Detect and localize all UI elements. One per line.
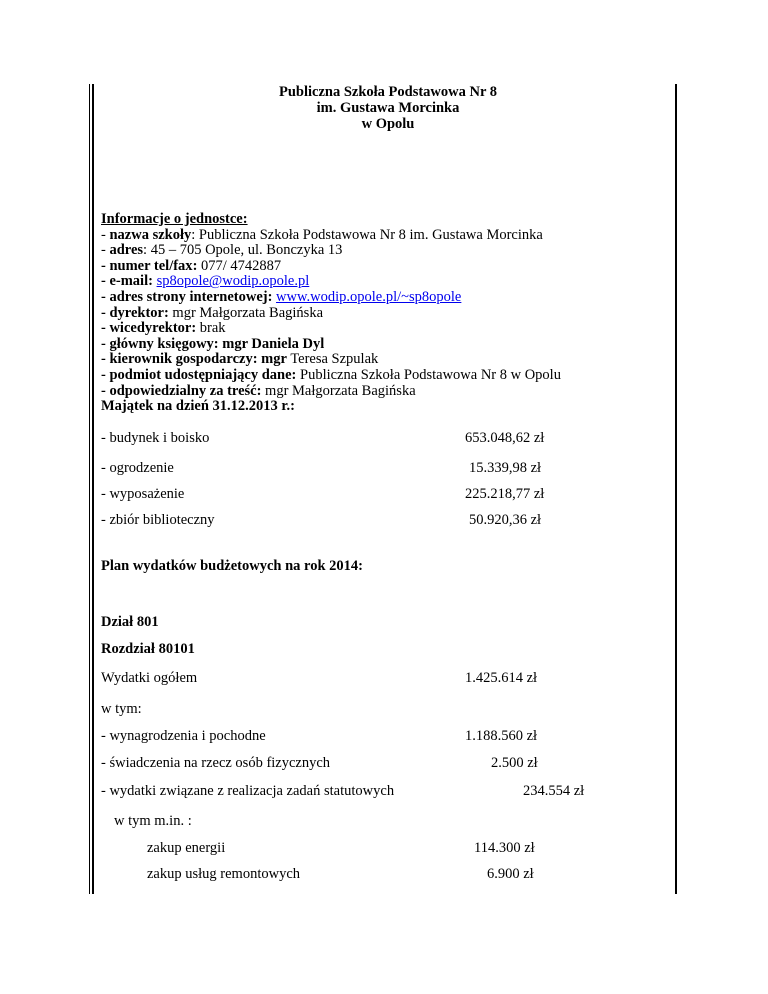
chapter-label: Rozdział 80101 [101,641,195,657]
info-row-manager: - kierownik gospodarczy: mgr Teresa Szpulak [101,351,379,368]
asset-name: - budynek i boisko [101,430,210,446]
asset-value: 15.339,98 zł [469,460,542,476]
section-label: Dział 801 [101,614,159,630]
assets-heading: Majątek na dzień 31.12.2013 r.: [101,398,295,415]
frame-line-right [675,84,677,894]
benefits-label: - świadczenia na rzecz osób fizycznych [101,755,331,771]
salaries-label: - wynagrodzenia i pochodne [101,728,266,744]
info-row-name: - nazwa szkoły: Publiczna Szkoła Podstawowa Nr 8 im. Gustawa Morcinka [101,226,543,243]
info-row-accountant: - główny księgowy: mgr Daniela Dyl [101,335,325,352]
energy-label: zakup energii [147,840,226,856]
repairs-label: zakup usług remontowych [147,866,301,882]
total-label: Wydatki ogółem [101,670,198,686]
asset-name: - wyposażenie [101,486,185,502]
school-header [200,84,576,132]
info-row-data-provider: - podmiot udostępniający dane: Publiczna Szkoła Podstawowa Nr 8 w Opolu [101,366,561,383]
statutory-label: - wydatki związane z realizacja zadań statutowych [101,783,395,799]
asset-value: 50.920,36 zł [469,512,542,528]
header-line-1: Publiczna Szkoła Podstawowa Nr 8 [278,84,498,100]
repairs-value: 6.900 zł [487,866,534,882]
info-row-director: - dyrektor: mgr Małgorzata Bagińska [101,304,324,321]
asset-value: 225.218,77 zł [465,486,545,502]
info-row-address: - adres: 45 – 705 Opole, ul. Bonczyka 13 [101,242,343,259]
plan-heading: Plan wydatków budżetowych na rok 2014: [101,558,363,574]
unit-info [101,211,561,414]
email-link[interactable]: sp8opole@wodip.opole.pl [156,273,310,290]
info-heading: Informacje o jednostce: [101,211,248,227]
info-row-responsible: - odpowiedzialny za treść: mgr Małgorzata Bagińska [101,382,416,399]
header-line-3: w Opolu [361,116,415,132]
benefits-value: 2.500 zł [491,755,538,771]
info-row-phone: - numer tel/fax: 077/ 4742887 [101,257,282,274]
energy-value: 114.300 zł [474,840,535,856]
info-row-website: - adres strony internetowej: www.wodip.opole.pl/~sp8opole [101,288,462,305]
asset-name: - ogrodzenie [101,460,174,476]
info-row-email: - e-mail: sp8opole@wodip.opole.pl [101,273,310,290]
of-which-label: w tym: [101,701,142,717]
asset-name: - zbiór biblioteczny [101,512,215,528]
total-value: 1.425.614 zł [465,670,538,686]
website-link[interactable]: www.wodip.opole.pl/~sp8opole [276,288,462,305]
salaries-value: 1.188.560 zł [465,728,538,744]
frame-line-left-outer [89,84,90,894]
asset-value: 653.048,62 zł [465,430,545,446]
header-line-2: im. Gustawa Morcinka [316,100,460,116]
statutory-value: 234.554 zł [523,783,585,799]
info-row-vice-director: - wicedyrektor: brak [101,320,226,337]
including-label: w tym m.in. : [114,813,192,829]
frame-line-left-inner [92,84,94,894]
